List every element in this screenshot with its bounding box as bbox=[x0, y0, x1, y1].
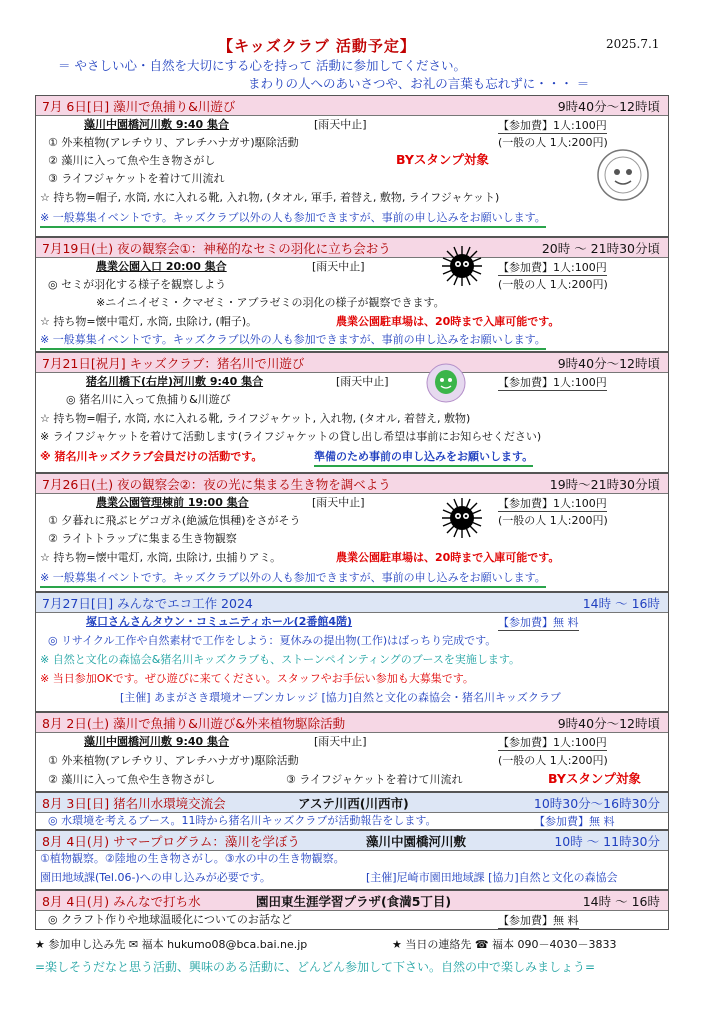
fee: 【参加費】無 料 bbox=[498, 914, 579, 927]
event-note: 準備のため事前の申し込みをお願いします。 bbox=[314, 449, 533, 467]
bring-items: ☆ 持ち物=帽子, 水筒, 水に入れる靴, 入れ物, (タオル, 軍手, 着替え, 敷物, ライフジャケット) bbox=[40, 191, 500, 204]
fee: 【参加費】無 料 bbox=[534, 815, 615, 828]
event-jul-27 bbox=[35, 592, 669, 712]
list-item: ③ ライフジャケットを着けて川流れ bbox=[48, 172, 225, 185]
rain-note: [雨天中止] bbox=[314, 735, 367, 748]
event-place: 塚口さんさんタウン・コミュニティホール(2番館4階) bbox=[86, 615, 353, 628]
motto-line2: まわりの人へのあいさつや、お礼の言葉も忘れずに・・・ ＝ bbox=[248, 76, 590, 91]
event-title: 8月 4日(月) サマープログラム：藻川を学ぼう bbox=[42, 834, 300, 849]
fee-general: (一般の人 1人:200円) bbox=[498, 278, 608, 291]
event-time: 10時30分～16時30分 bbox=[533, 796, 660, 811]
rain-note: [雨天中止] bbox=[314, 118, 367, 131]
event-header bbox=[36, 474, 668, 494]
event-note: ※ 一般募集イベントです。キッズクラブ以外の人も参加できますが、事前の申し込みをお願いします。 bbox=[40, 332, 546, 350]
list-item: ① 外来植物(アレチウリ、アレチハナガサ)駆除活動 bbox=[48, 136, 299, 149]
fee-general: (一般の人 1人:200円) bbox=[498, 754, 608, 767]
bring-items: ☆ 持ち物=帽子, 水筒, 水に入れる靴, ライフジャケット, 入れ物, (タオル, 着替え, 敷物) bbox=[40, 412, 471, 425]
event-title: 7月27日[日] みんなでエコ工作 2024 bbox=[42, 596, 253, 611]
rain-note: [雨天中止] bbox=[336, 375, 389, 388]
event-jul-6 bbox=[35, 95, 669, 237]
list-item: ※ ライフジャケットを着けて活動します(ライフジャケットの貸し出し希望は事前にお知らせください) bbox=[40, 430, 542, 443]
event-jul-19 bbox=[35, 237, 669, 352]
event-note: ※ 一般募集イベントです。キッズクラブ以外の人も参加できますが、事前の申し込みをお願いします。 bbox=[40, 570, 546, 588]
list-item: ② 藻川に入って魚や生き物さがし bbox=[48, 773, 216, 786]
nature-association-stamp-icon bbox=[596, 148, 650, 202]
motto bbox=[58, 57, 668, 93]
list-item: ② ライトトラップに集まる生き物観察 bbox=[48, 532, 237, 545]
event-aug-2 bbox=[35, 712, 669, 792]
sponsor: [主催] あまがさき環境オープンカレッジ [協力]自然と文化の森協会・猪名川キッズクラブ bbox=[120, 691, 561, 704]
list-item: ② 藻川に入って魚や生き物さがし bbox=[48, 154, 216, 167]
event-title: 7月19日(土) 夜の観察会①：神秘的なセミの羽化に立ち会おう bbox=[42, 241, 391, 256]
list-item: ③ ライフジャケットを着けて川流れ bbox=[286, 773, 463, 786]
cicada-fuzzy-icon bbox=[440, 244, 484, 288]
fee-general: (一般の人 1人:200円) bbox=[498, 136, 608, 149]
event-time: 19時～21時30分頃 bbox=[549, 477, 660, 492]
parking-note: 農業公園駐車場は、20時まで入庫可能です。 bbox=[336, 315, 560, 328]
rain-note: [雨天中止] bbox=[312, 496, 365, 509]
parking-note: 農業公園駐車場は、20時まで入庫可能です。 bbox=[336, 551, 560, 564]
event-aug-3 bbox=[35, 792, 669, 830]
closing-message: =楽しそうだなと思う活動、興味のある活動に、どんどん参加して下さい。自然の中で楽しみましょう= bbox=[35, 960, 596, 974]
event-time: 14時 ～ 16時 bbox=[582, 894, 660, 909]
page-title: 【キッズクラブ 活動予定】 bbox=[218, 37, 416, 55]
fee: 【参加費】1人:100円 bbox=[498, 261, 607, 274]
event-place: 藻川中園橋河川敷 9:40 集合 bbox=[84, 735, 230, 748]
fee: 【参加費】1人:100円 bbox=[498, 119, 607, 132]
event-place: アステ川西(川西市) bbox=[298, 796, 409, 811]
fee-general: (一般の人 1人:200円) bbox=[498, 514, 608, 527]
event-time: 9時40分～12時頃 bbox=[557, 716, 660, 731]
event-title: 7月 6日[日] 藻川で魚捕り&川遊び bbox=[42, 99, 236, 114]
event-place: 農業公園入口 20:00 集合 bbox=[96, 260, 227, 273]
event-header bbox=[36, 593, 668, 613]
event-place: 藻川中園橋河川敷 9:40 集合 bbox=[84, 118, 230, 131]
member-note: ※ 猪名川キッズクラブ会員だけの活動です。 bbox=[40, 450, 263, 463]
event-header bbox=[36, 793, 668, 813]
event-time: 9時40分～12時頃 bbox=[557, 356, 660, 371]
event-time: 10時 ～ 11時30分 bbox=[554, 834, 660, 849]
event-header bbox=[36, 238, 668, 258]
event-place: 園田東生涯学習プラザ(食満5丁目) bbox=[256, 894, 452, 909]
list-item: ①植物観察。②陸地の生き物さがし。③水の中の生き物観察。 bbox=[40, 852, 345, 865]
event-note: ※ 一般募集イベントです。キッズクラブ以外の人も参加できますが、事前の申し込みをお願いします。 bbox=[40, 210, 546, 228]
sponsor: [主催]尼崎市園田地域課 [協力]自然と文化の森協会 bbox=[366, 871, 618, 884]
bring-items: ☆ 持ち物=懐中電灯, 水筒, 虫除け, 虫捕りアミ。 bbox=[40, 551, 282, 564]
event-jul-26 bbox=[35, 473, 669, 592]
apply-contact: ★ 参加申し込み先 ✉ 福本 hukumo08@bca.bai.ne.jp bbox=[35, 938, 308, 951]
event-aug-4-watering bbox=[35, 890, 669, 930]
event-header bbox=[36, 891, 668, 911]
event-title: 7月26日(土) 夜の観察会②：夜の光に集まる生き物を調べよう bbox=[42, 477, 391, 492]
issue-date: 2025.7.1 bbox=[606, 37, 660, 51]
event-aug-4-summer bbox=[35, 830, 669, 890]
event-header bbox=[36, 831, 668, 851]
green-mascot-icon bbox=[426, 363, 466, 403]
event-title: 8月 4日(月) みんなで打ち水 bbox=[42, 894, 201, 909]
rain-note: [雨天中止] bbox=[312, 260, 365, 273]
event-place: 猪名川橋下(右岸)河川敷 9:40 集合 bbox=[86, 375, 264, 388]
fee: 【参加費】1人:100円 bbox=[498, 736, 607, 749]
stamp-badge: BYスタンプ対象 bbox=[396, 152, 489, 167]
event-header bbox=[36, 96, 668, 116]
list-item: ◎ 水環境を考えるブース。11時から猪名川キッズクラブが活動報告をします。 bbox=[48, 814, 437, 827]
apply-note: 園田地域課(Tel.06-)への申し込みが必要です。 bbox=[40, 871, 271, 884]
bring-items: ☆ 持ち物=懐中電灯, 水筒, 虫除け, (帽子)。 bbox=[40, 315, 258, 328]
list-item: ① 外来植物(アレチウリ、アレチハナガサ)駆除活動 bbox=[48, 754, 299, 767]
event-place: 農業公園管理棟前 19:00 集合 bbox=[96, 496, 249, 509]
event-header bbox=[36, 353, 668, 373]
list-item: ◎ セミが羽化する様子を観察しよう bbox=[48, 278, 227, 291]
motto-line1: ＝ やさしい心・自然を大切にする心を持って 活動に参加してください。 bbox=[58, 58, 466, 73]
list-item: ※ 自然と文化の森協会&猪名川キッズクラブも、ストーンペインティングのブースを実施します。 bbox=[40, 653, 520, 666]
fee: 【参加費】1人:100円 bbox=[498, 376, 607, 389]
list-item: ◎ クラフト作りや地球温暖化についてのお話など bbox=[48, 913, 292, 926]
list-item: ※ 当日参加OKです。ぜひ遊びに来てください。スタッフやお手伝い参加も大募集です。 bbox=[40, 672, 474, 685]
list-item: ※ニイニイゼミ・クマゼミ・アブラゼミの羽化の様子が観察できます。 bbox=[96, 296, 445, 309]
event-time: 9時40分～12時頃 bbox=[557, 99, 660, 114]
day-contact: ★ 当日の連絡先 ☎ 福本 090－4030－3833 bbox=[392, 938, 617, 951]
list-item: ① 夕暮れに飛ぶヒゲコガネ(絶滅危惧種)をさがそう bbox=[48, 514, 301, 527]
list-item: ◎ 猪名川に入って魚捕り&川遊び bbox=[66, 393, 231, 406]
event-time: 20時 ～ 21時30分頃 bbox=[541, 241, 660, 256]
stamp-badge: BYスタンプ対象 bbox=[548, 771, 641, 786]
event-time: 14時 ～ 16時 bbox=[582, 596, 660, 611]
event-place: 藻川中園橋河川敷 bbox=[366, 834, 467, 849]
fee: 【参加費】1人:100円 bbox=[498, 497, 607, 510]
list-item: ◎ リサイクル工作や自然素材で工作をしよう：夏休みの提出物(工作)はばっちり完成です。 bbox=[48, 634, 497, 647]
event-title: 7月21日[祝月] キッズクラブ：猪名川で川遊び bbox=[42, 356, 305, 371]
event-title: 8月 3日[日] 猪名川水環境交流会 bbox=[42, 796, 226, 811]
fee: 【参加費】無 料 bbox=[498, 616, 579, 629]
moth-fuzzy-icon bbox=[440, 496, 484, 540]
event-header bbox=[36, 713, 668, 733]
event-jul-21 bbox=[35, 352, 669, 473]
event-title: 8月 2日(土) 藻川で魚捕り&川遊び&外来植物駆除活動 bbox=[42, 716, 346, 731]
